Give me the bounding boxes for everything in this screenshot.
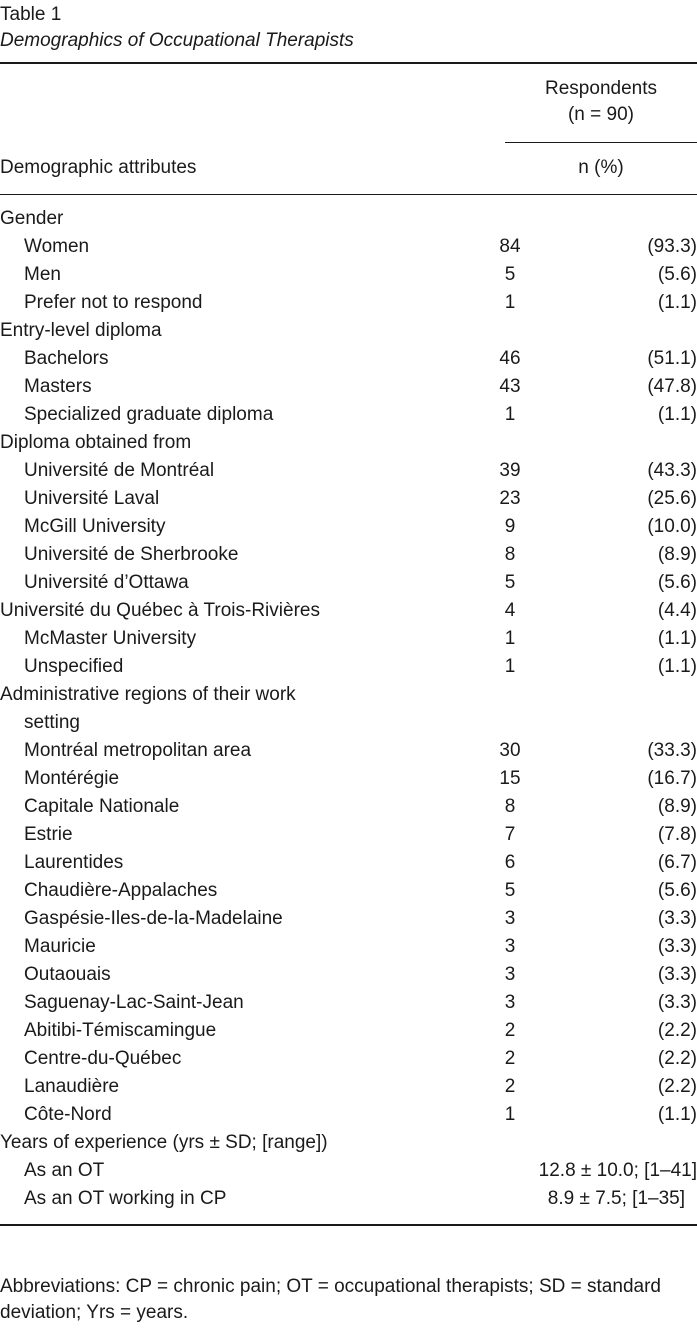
n-pct-header: n (%)	[578, 157, 624, 178]
section-diploma	[0, 318, 697, 344]
table-number: Table 1	[0, 4, 62, 25]
header-rule	[0, 194, 697, 195]
table-row: Montréal metropolitan area 30 (33.3)	[24, 740, 697, 761]
table-row: Unspecified 1 (1.1)	[24, 656, 697, 677]
table-row: McGill University 9 (10.0)	[24, 516, 697, 537]
table-row: McMaster University 1 (1.1)	[24, 628, 697, 649]
demographic-attributes-header: Demographic attributes	[0, 157, 197, 178]
table-row: As an OT 12.8 ± 10.0; [1–41]	[24, 1160, 697, 1181]
header-row	[0, 155, 697, 181]
section-regions-continued	[0, 710, 697, 736]
respondents-count: (n = 90)	[567, 104, 634, 125]
table-title: Demographics of Occupational Therapists	[0, 30, 354, 51]
section-title: Years of experience (yrs ± SD; [range])	[0, 1132, 328, 1153]
table-row: Estrie 7 (7.8)	[24, 824, 697, 845]
table-row: Université d’Ottawa 5 (5.6)	[24, 572, 697, 593]
table-row: Montérégie 15 (16.7)	[24, 768, 697, 789]
table-row: Men 5 (5.6)	[24, 264, 697, 285]
table-row: Chaudière-Appalaches 5 (5.6)	[24, 880, 697, 901]
section-title: Entry-level diploma	[0, 320, 162, 341]
table-row: Saguenay-Lac-Saint-Jean 3 (3.3)	[24, 992, 697, 1013]
table-row: Côte-Nord 1 (1.1)	[24, 1104, 697, 1125]
table-row: Women 84 (93.3)	[24, 236, 697, 257]
section-gender	[0, 206, 697, 232]
respondents-underline	[505, 142, 697, 143]
section-title: Gender	[0, 208, 64, 229]
table-row: Laurentides 6 (6.7)	[24, 852, 697, 873]
table-row: As an OT working in CP 8.9 ± 7.5; [1–35]	[24, 1188, 685, 1209]
table-row: Masters 43 (47.8)	[24, 376, 697, 397]
table-row: Prefer not to respond 1 (1.1)	[24, 292, 697, 313]
section-title-continued: setting	[24, 712, 80, 733]
section-title: Administrative regions of their work	[0, 684, 296, 705]
table-row: Capitale Nationale 8 (8.9)	[24, 796, 697, 817]
respondents-label: Respondents	[545, 78, 657, 99]
bottom-rule	[0, 1224, 697, 1226]
table-row: Specialized graduate diploma 1 (1.1)	[24, 404, 697, 425]
section-title: Diploma obtained from	[0, 432, 192, 453]
respondents-header	[505, 76, 697, 128]
section-obtained	[0, 430, 697, 456]
table-row: Lanaudière 2 (2.2)	[24, 1076, 697, 1097]
table-row: Centre-du-Québec 2 (2.2)	[24, 1048, 697, 1069]
table-row: Abitibi-Témiscamingue 2 (2.2)	[24, 1020, 697, 1041]
table-row: Université de Montréal 39 (43.3)	[24, 460, 697, 481]
table-row: Mauricie 3 (3.3)	[24, 936, 697, 957]
section-regions	[0, 682, 697, 708]
top-rule	[0, 62, 697, 64]
table-row: Université Laval 23 (25.6)	[24, 488, 697, 509]
table-row: Gaspésie-Iles-de-la-Madelaine 3 (3.3)	[24, 908, 697, 929]
table-row: Outaouais 3 (3.3)	[24, 964, 697, 985]
table-row: Université du Québec à Trois-Rivières 4 (4.4)	[0, 600, 697, 621]
table-caption	[0, 2, 354, 54]
section-experience	[0, 1130, 697, 1156]
table-row: Université de Sherbrooke 8 (8.9)	[24, 544, 697, 565]
table-footnote: Abbreviations: CP = chronic pain; OT = occupational therapists; SD = standard deviation; Yrs = years.	[0, 1276, 661, 1323]
table-row: Bachelors 46 (51.1)	[24, 348, 697, 369]
